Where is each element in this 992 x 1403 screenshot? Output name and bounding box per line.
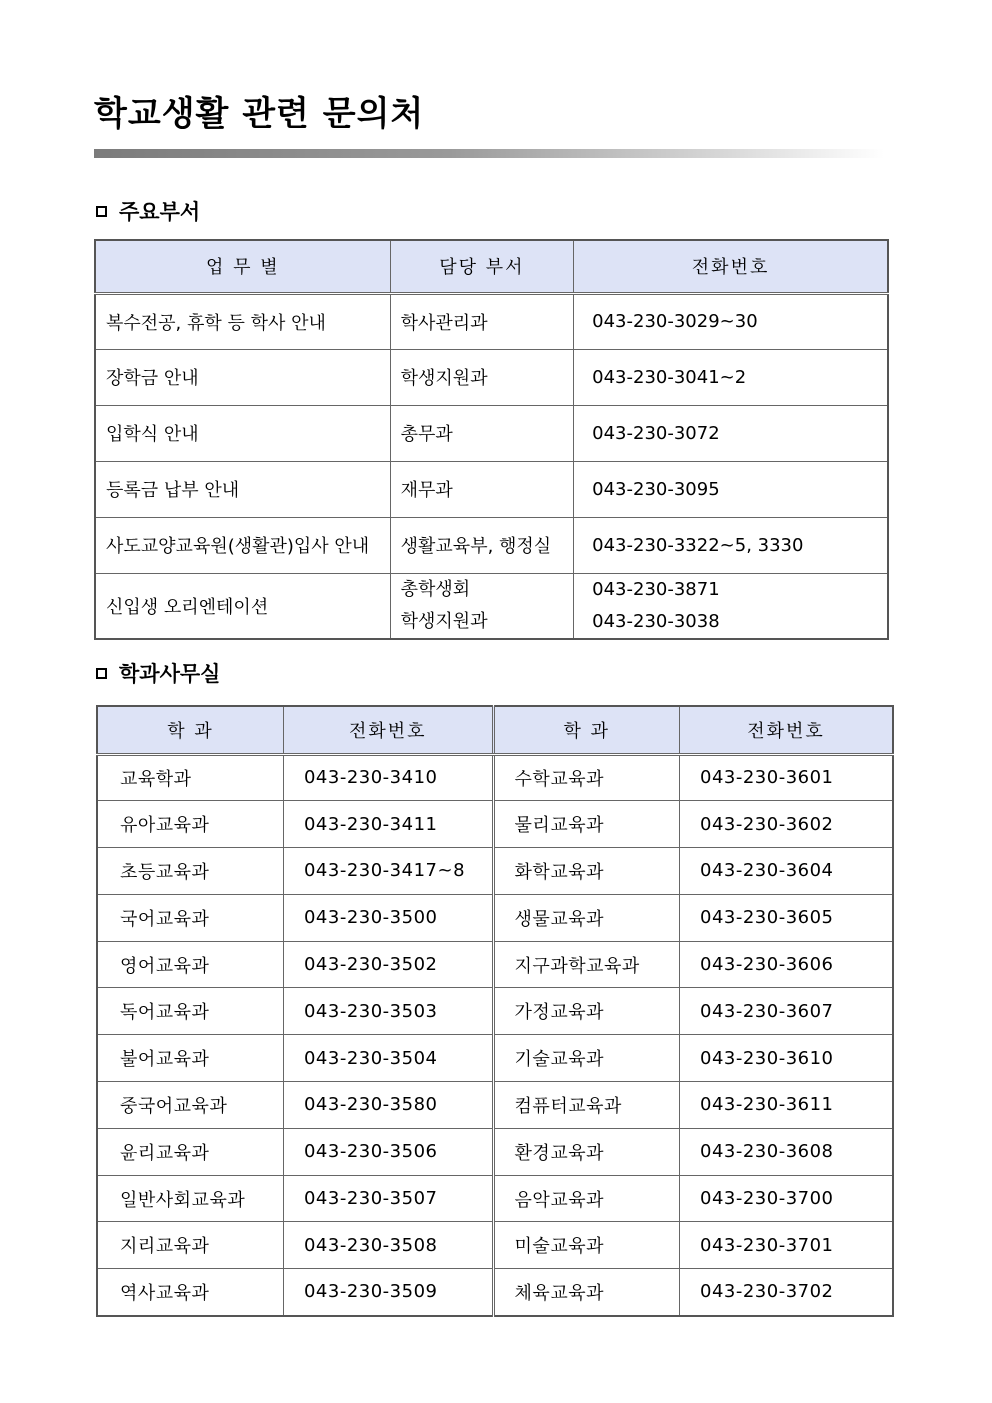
phone-cell: 043-230-3072 <box>574 405 888 461</box>
department-cell: 컴퓨터교육과 <box>493 1082 679 1129</box>
header-phone: 전화번호 <box>574 240 888 293</box>
table-row <box>97 801 893 848</box>
phone-cell: 043-230-3604 <box>680 848 894 895</box>
department-line: 총학생회 <box>400 578 471 600</box>
page-title: 학교생활 관련 문의처 <box>94 94 425 134</box>
table-header-row <box>95 240 888 293</box>
department-cell: 지구과학교육과 <box>493 941 679 988</box>
department-cell: 학사관리과 <box>390 293 574 349</box>
header-task: 업 무 별 <box>95 240 390 293</box>
table-row <box>97 941 893 988</box>
phone-cell: 043-230-3611 <box>680 1082 894 1129</box>
section-heading-department-offices <box>96 658 220 688</box>
phone-cell: 043-230-3095 <box>574 461 888 517</box>
task-cell: 입학식 안내 <box>95 405 390 461</box>
phone-cell: 043-230-3411 <box>283 801 493 848</box>
title-underline-bar <box>94 149 884 158</box>
table-row <box>95 349 888 405</box>
table-row <box>95 517 888 573</box>
department-cell: 독어교육과 <box>97 988 283 1035</box>
phone-cell: 043-230-3029~30 <box>574 293 888 349</box>
phone-cell: 043-230-3602 <box>680 801 894 848</box>
section-heading-label: 주요부서 <box>119 200 201 224</box>
phone-cell: 043-230-3500 <box>283 894 493 941</box>
table-row <box>95 405 888 461</box>
header-department-right: 학 과 <box>493 706 679 754</box>
department-cell: 물리교육과 <box>493 801 679 848</box>
table-row <box>97 1269 893 1316</box>
phone-cell <box>574 573 888 639</box>
phone-cell: 043-230-3041~2 <box>574 349 888 405</box>
phone-cell: 043-230-3700 <box>680 1175 894 1222</box>
department-cell: 유아교육과 <box>97 801 283 848</box>
section-heading-label: 학과사무실 <box>119 662 221 686</box>
square-bullet-icon <box>96 668 107 679</box>
department-cell: 역사교육과 <box>97 1269 283 1316</box>
phone-cell: 043-230-3410 <box>283 754 493 801</box>
phone-cell: 043-230-3417~8 <box>283 848 493 895</box>
department-cell: 영어교육과 <box>97 941 283 988</box>
phone-cell: 043-230-3506 <box>283 1128 493 1175</box>
department-cell: 학생지원과 <box>390 349 574 405</box>
table-row <box>95 573 888 639</box>
phone-cell: 043-230-3701 <box>680 1222 894 1269</box>
square-bullet-icon <box>96 206 107 217</box>
department-cell: 가정교육과 <box>493 988 679 1035</box>
department-offices-table <box>96 705 894 1317</box>
department-cell: 불어교육과 <box>97 1035 283 1082</box>
department-cell: 화학교육과 <box>493 848 679 895</box>
department-cell: 교육학과 <box>97 754 283 801</box>
phone-cell: 043-230-3610 <box>680 1035 894 1082</box>
phone-cell: 043-230-3504 <box>283 1035 493 1082</box>
department-cell: 일반사회교육과 <box>97 1175 283 1222</box>
phone-cell: 043-230-3605 <box>680 894 894 941</box>
department-cell: 총무과 <box>390 405 574 461</box>
task-cell: 신입생 오리엔테이션 <box>95 573 390 639</box>
task-cell: 복수전공, 휴학 등 학사 안내 <box>95 293 390 349</box>
department-cell: 수학교육과 <box>493 754 679 801</box>
department-cell: 윤리교육과 <box>97 1128 283 1175</box>
department-cell: 초등교육과 <box>97 848 283 895</box>
header-department: 담당 부서 <box>390 240 574 293</box>
department-cell: 기술교육과 <box>493 1035 679 1082</box>
task-cell: 등록금 납부 안내 <box>95 461 390 517</box>
table-row <box>97 1035 893 1082</box>
phone-cell: 043-230-3606 <box>680 941 894 988</box>
department-cell: 지리교육과 <box>97 1222 283 1269</box>
table-row <box>97 1222 893 1269</box>
table-row <box>95 293 888 349</box>
table-row <box>97 988 893 1035</box>
phone-cell: 043-230-3509 <box>283 1269 493 1316</box>
table-row <box>97 894 893 941</box>
table-row <box>97 754 893 801</box>
phone-cell: 043-230-3608 <box>680 1128 894 1175</box>
table-row <box>97 848 893 895</box>
department-cell: 재무과 <box>390 461 574 517</box>
task-cell: 사도교양교육원(생활관)입사 안내 <box>95 517 390 573</box>
phone-line: 043-230-3871 <box>592 578 720 600</box>
header-phone-left: 전화번호 <box>283 706 493 754</box>
phone-cell: 043-230-3702 <box>680 1269 894 1316</box>
phone-cell: 043-230-3322~5, 3330 <box>574 517 888 573</box>
phone-line: 043-230-3038 <box>592 610 720 632</box>
department-cell: 생활교육부, 행정실 <box>390 517 574 573</box>
phone-cell: 043-230-3502 <box>283 941 493 988</box>
phone-cell: 043-230-3580 <box>283 1082 493 1129</box>
table-header-row <box>97 706 893 754</box>
department-cell: 음악교육과 <box>493 1175 679 1222</box>
phone-cell: 043-230-3507 <box>283 1175 493 1222</box>
department-cell: 중국어교육과 <box>97 1082 283 1129</box>
department-cell: 국어교육과 <box>97 894 283 941</box>
department-cell: 미술교육과 <box>493 1222 679 1269</box>
table-row <box>97 1128 893 1175</box>
phone-cell: 043-230-3607 <box>680 988 894 1035</box>
phone-cell: 043-230-3503 <box>283 988 493 1035</box>
department-cell: 생물교육과 <box>493 894 679 941</box>
department-line: 학생지원과 <box>400 610 488 632</box>
phone-cell: 043-230-3508 <box>283 1222 493 1269</box>
table-row <box>97 1082 893 1129</box>
header-phone-right: 전화번호 <box>680 706 894 754</box>
department-cell: 환경교육과 <box>493 1128 679 1175</box>
table-row <box>97 1175 893 1222</box>
header-department-left: 학 과 <box>97 706 283 754</box>
phone-cell: 043-230-3601 <box>680 754 894 801</box>
table-row <box>95 461 888 517</box>
department-cell: 체육교육과 <box>493 1269 679 1316</box>
task-cell: 장학금 안내 <box>95 349 390 405</box>
main-departments-table <box>94 239 889 640</box>
section-heading-main-departments <box>96 196 200 226</box>
department-cell <box>390 573 574 639</box>
